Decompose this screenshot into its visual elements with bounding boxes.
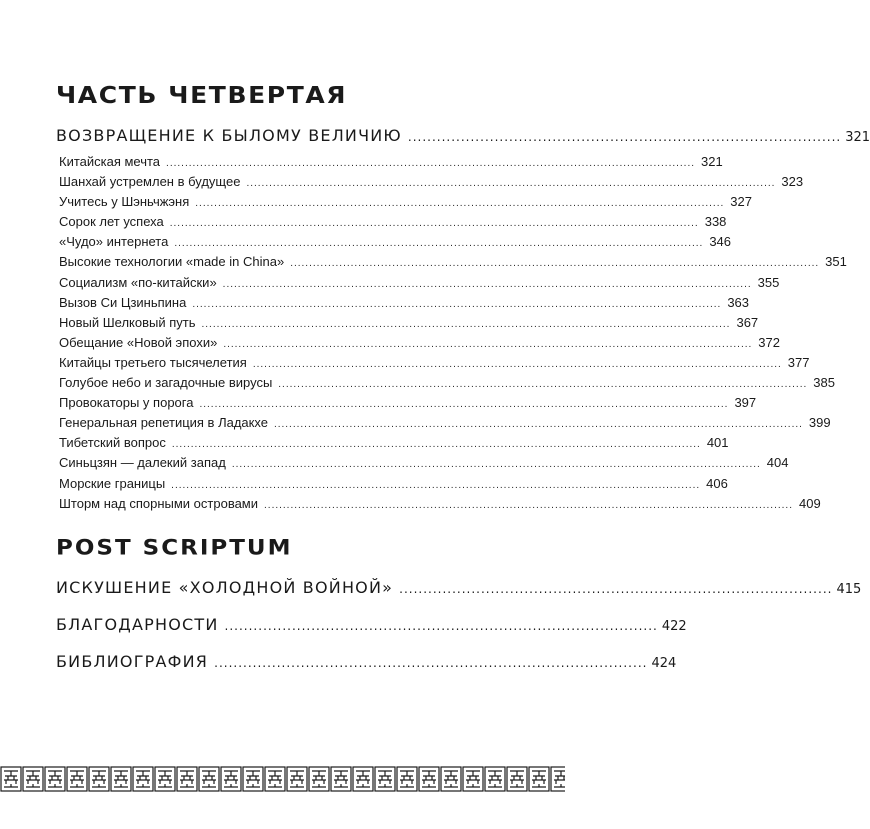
- toc-entry[interactable]: [59, 453, 789, 473]
- toc-entry[interactable]: [59, 192, 752, 212]
- entry-label: «Чудо» интернета: [59, 234, 169, 250]
- entry-page: 346: [709, 234, 732, 250]
- entry-label: Провокаторы у порога: [59, 395, 194, 411]
- toc-section-cold-war[interactable]: [56, 578, 862, 597]
- entry-label: Обещание «Новой эпохи»: [59, 334, 218, 350]
- part-title: ЧАСТЬ ЧЕТВЕРТАЯ: [56, 82, 348, 109]
- entry-page: 323: [781, 174, 804, 190]
- entry-page: 351: [825, 254, 847, 270]
- toc-section-bibliography[interactable]: [56, 652, 677, 671]
- dot-leader: ............................................................................................................................................: [166, 158, 696, 169]
- toc-entries-list: [59, 152, 847, 514]
- dot-leader: ............................................................................................................................................: [171, 439, 701, 451]
- entry-label: Сорок лет успеха: [59, 214, 164, 230]
- toc-entry[interactable]: [59, 172, 804, 192]
- dot-leader: ............................................................................................................................................: [201, 318, 731, 330]
- entry-page: 404: [766, 455, 789, 471]
- entry-label: Синьцзян — далекий запад: [59, 455, 226, 471]
- entry-page: 399: [808, 415, 831, 431]
- entry-label: Морские границы: [59, 475, 166, 491]
- entry-page: 327: [730, 194, 752, 210]
- dot-leader: ............................................................................................................................................: [195, 198, 725, 210]
- entry-label: Социализм «по-китайски»: [59, 274, 217, 290]
- toc-entry[interactable]: [59, 152, 723, 172]
- toc-entry[interactable]: [59, 273, 780, 293]
- toc-entry[interactable]: [59, 393, 757, 413]
- entry-label: Китайцы третьего тысячелетия: [59, 354, 247, 370]
- entry-label: Голубое небо и загадочные вирусы: [59, 375, 273, 391]
- toc-entry[interactable]: [59, 474, 728, 494]
- toc-entry[interactable]: [59, 212, 727, 232]
- toc-entry[interactable]: [59, 232, 732, 252]
- dot-leader: ............................................................................................................................................: [252, 358, 782, 370]
- entry-page: 385: [813, 375, 835, 391]
- entry-page: 367: [736, 314, 759, 330]
- entry-label: Новый Шелковый путь: [59, 314, 196, 330]
- toc-entry[interactable]: [59, 252, 847, 272]
- toc-entry[interactable]: [59, 313, 759, 333]
- toc-section-acknowledgements[interactable]: [56, 615, 687, 634]
- toc-entry[interactable]: [59, 494, 821, 514]
- dot-leader: ............................................................................................................................................: [199, 399, 729, 411]
- entry-page: 397: [734, 395, 757, 411]
- section-label: ИСКУШЕНИЕ «ХОЛОДНОЙ ВОЙНОЙ»: [56, 578, 394, 597]
- entry-page: 338: [704, 214, 727, 230]
- toc-entry[interactable]: [59, 353, 810, 373]
- toc-entry[interactable]: [59, 413, 831, 433]
- dot-leader: ............................................................................................................................................: [278, 379, 808, 391]
- entry-label: Китайская мечта: [59, 154, 161, 169]
- entry-page: 377: [787, 354, 810, 370]
- entry-label: Шторм над спорными островами: [59, 495, 259, 511]
- dot-leader: ............................................................................................................................................: [223, 338, 753, 350]
- meander-border-decoration: [0, 766, 565, 792]
- toc-entry[interactable]: [59, 293, 750, 313]
- toc-entry[interactable]: [59, 373, 835, 393]
- entry-label: Вызов Си Цзиньпина: [59, 294, 187, 310]
- entry-label: Генеральная репетиция в Ладакхе: [59, 415, 268, 431]
- entry-page: 363: [727, 294, 750, 310]
- dot-leader: ............................................................................................................................................: [174, 238, 704, 250]
- toc-entry[interactable]: [59, 433, 729, 453]
- dot-leader: ............................................................................................................................................: [231, 459, 761, 471]
- dot-leader: ............................................................................................................................................: [246, 178, 776, 190]
- entry-label: Высокие технологии «made in China»: [59, 254, 285, 270]
- entry-page: 372: [758, 334, 780, 350]
- entry-label: Тибетский вопрос: [59, 435, 166, 451]
- entry-page: 406: [706, 475, 728, 491]
- section-label: БЛАГОДАРНОСТИ: [56, 615, 219, 634]
- dot-leader: ............................................................................................................................................: [169, 218, 699, 230]
- section-label: ВОЗВРАЩЕНИЕ К БЫЛОМУ ВЕЛИЧИЮ: [56, 126, 402, 145]
- dot-leader: ............................................................................................................................................: [273, 419, 803, 431]
- section-page: 415: [836, 582, 862, 597]
- postscript-title: POST SCRIPTUM: [56, 536, 293, 560]
- entry-page: 355: [757, 274, 780, 290]
- toc-section-return[interactable]: [56, 126, 870, 145]
- dot-leader: ..........................................................................................: [214, 656, 648, 670]
- section-label: БИБЛИОГРАФИЯ: [56, 652, 209, 671]
- dot-leader: ..........................................................................................: [407, 130, 842, 144]
- dot-leader: ............................................................................................................................................: [192, 298, 722, 310]
- dot-leader: ..........................................................................................: [399, 582, 833, 596]
- section-page: 422: [661, 619, 687, 634]
- entry-page: 409: [798, 495, 821, 511]
- section-page: 321: [845, 130, 870, 145]
- dot-leader: ............................................................................................................................................: [171, 479, 701, 491]
- dot-leader: ..........................................................................................: [224, 619, 658, 633]
- entry-page: 401: [706, 435, 729, 451]
- entry-page: 321: [701, 154, 723, 169]
- entry-label: Шанхай устремлен в будущее: [59, 174, 241, 190]
- toc-entry[interactable]: [59, 333, 780, 353]
- entry-label: Учитесь у Шэньчжэня: [59, 194, 190, 210]
- section-page: 424: [651, 656, 677, 671]
- dot-leader: ............................................................................................................................................: [290, 258, 820, 270]
- dot-leader: ............................................................................................................................................: [222, 278, 752, 290]
- dot-leader: ............................................................................................................................................: [264, 499, 793, 511]
